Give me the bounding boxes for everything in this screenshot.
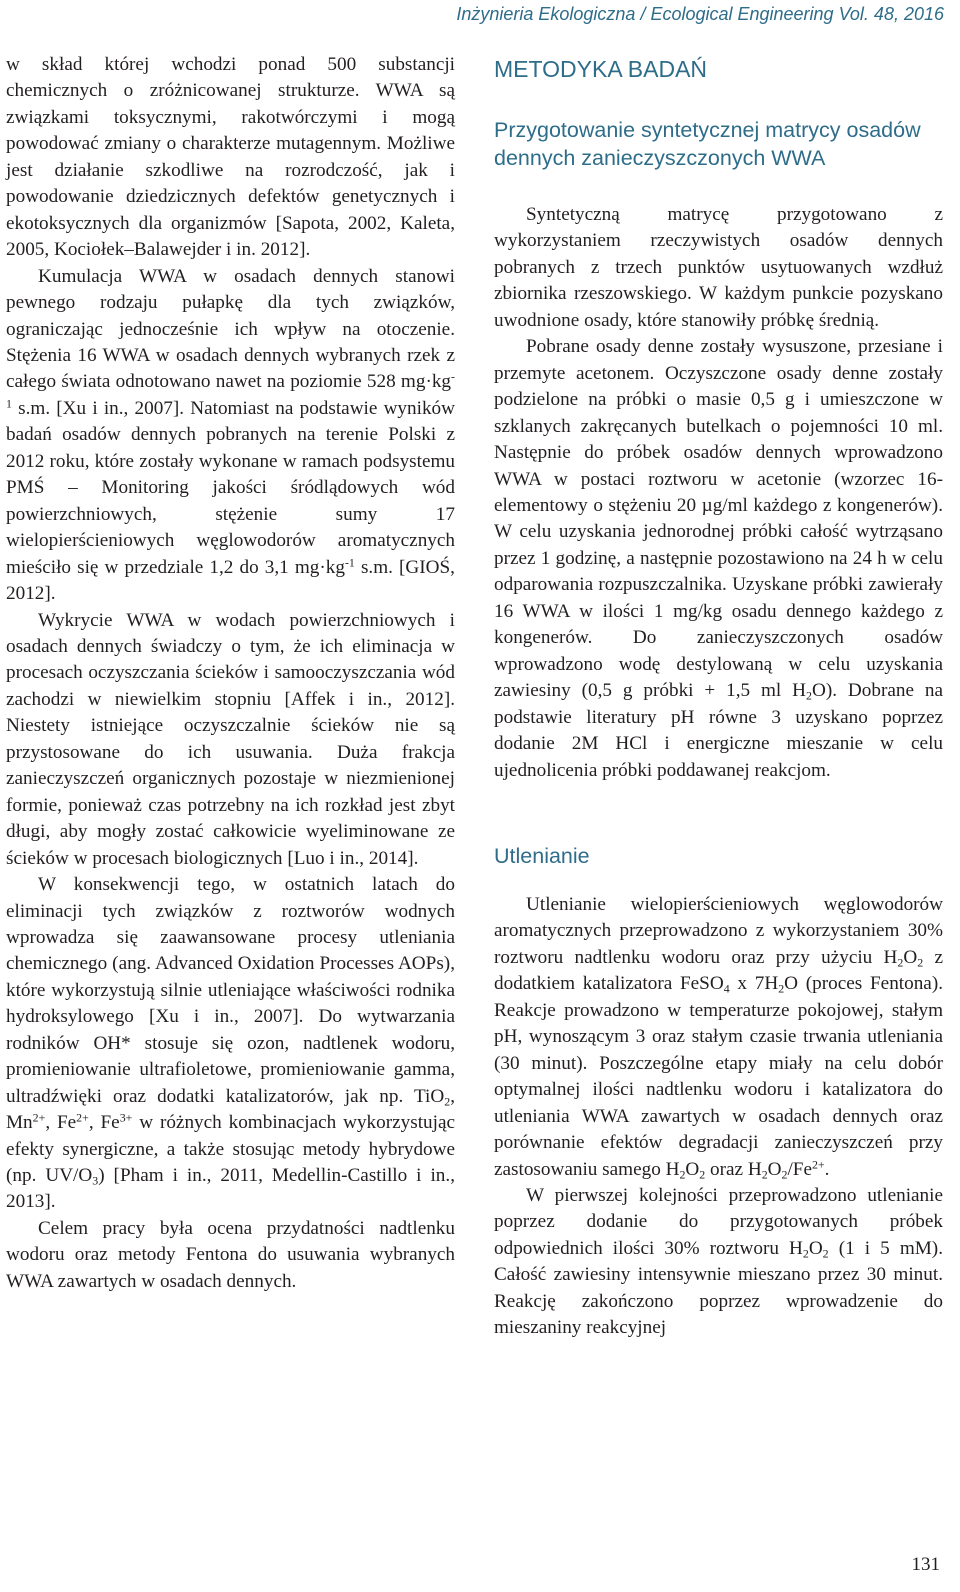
subsection-heading: Przygotowanie syntetycznej matrycy osadów dennych zanieczyszczonych WWA — [494, 118, 921, 170]
page-number: 131 — [911, 1554, 940, 1575]
paragraph: Syntetyczną matrycę przygotowano z wykorzystaniem rzeczywistych osadów dennych pobranych z trzech punktów usytuowanych wzdłuż zbiornika rzeszowskiego. W każdym punkcie pozyskano uwodnione osady, które stanowiły próbkę średnią. — [494, 204, 943, 331]
paragraph: Kumulacja WWA w osadach dennych stanowi pewnego rodzaju pułapkę dla tych związków, ograniczając jednocześnie ich wpływ na otoczenie. Stężenia 16 WWA w osadach dennych wybranych rzek z całego świata odnotowano nawet na poziomie 528 $mg\cdot kg^{-1}$ s.m. [Xu i in., 2007]. Natomiast na podstawie wyników badań osadów dennych pobranych na terenie Polski z 2012 roku, które zostały wykonane w ramach podsystemu PMŚ – Monitoring jakości śródlądowych wód powierzchniowych, stężenie sumy 17 wielopierścieniowych węglowodorów aromatycznych mieściło się w przedziale 1,2 do 3,1 $mg\cdot kg^{-1}$ s.m. [GIOŚ, 2012]. — [6, 265, 455, 605]
paragraph: W konsekwencji tego, w ostatnich latach do eliminacji tych związków z roztworów wodnych wprowadza się zaawansowane procesy utleniania chemicznego (ang. Advanced Oxidation Processes AOPs), które wykorzystują silnie utleniające właściwości rodnika hydroksylowego [Xu i in., 2007]. Do wytwarzania rodników OH* stosuje się ozon, nadtlenek wodoru, promieniowanie ultrafioletowe, promieniowanie gamma, ultradźwięki oraz dodatki katalizatorów, jak np. TiO$_2$, $Mn^{2+}$, $Fe^{2+}$, $Fe^{3+}$ w różnych kombinacjach wykorzystując efekty synergiczne, a także stosując metody hybrydowe (np. $UV/O_3$) [Pham i in., 2011, Medellin-Castillo i in., 2013]. — [6, 874, 456, 1213]
paragraph: Utlenianie wielopierścieniowych węglowodorów aromatycznych przeprowadzono z wykorzystaniem 30% roztworu nadtlenku wodoru oraz przy użyciu $H_2O_2$ z dodatkiem katalizatora FeSO$_4$ x $7H_2O$ (proces Fentona). Reakcje prowadzono w temperaturze pokojowej, stałym pH, wynoszącym 3 oraz stałym czasie trwania utleniania (30 minut). Poszczególne etapy miały na celu dobór optymalnej ilości nadtlenku wodoru i katalizatora do utleniania WWA zawartych w osadach dennych oraz porównanie efektów degradacji zanieczyszczeń przy zastosowaniu samego $H_2O_2$ oraz $H_2O_2/Fe^{2+}$. — [494, 893, 944, 1181]
paragraph: w skład której wchodzi ponad 500 substancji chemicznych o zróżnicowanej strukturze. WWA są związkami toksycznymi, rakotwórczymi i mogą powodować zmiany o charakterze mutagennym. Możliwe jest działanie szkodliwe na rozrodczość, jak i powodowanie dziedzicznych defektów genetycznych i ekotoksycznych dla organizmów [Sapota, 2002, Kaleta, 2005, Kociołek–Balawejder i in. 2012]. — [6, 54, 455, 261]
paragraph: Wykrycie WWA w wodach powierzchniowych i osadach dennych świadczy o tym, że ich eliminacja w procesach oczyszczania ścieków i samooczyszczania wód zachodzi w niewielkim stopniu [Affek i in., 2012]. Niestety istniejące oczyszczalnie ścieków nie są przystosowane do ich usuwania. Duża frakcja zanieczyszczeń organicznych pozostaje w niezmienionej formie, ponieważ czas potrzebny na ich rozkład jest zbyt długi, aby mogły zostać całkowicie wyeliminowane ze ścieków w procesach biologicznych [Luo i in., 2014]. — [6, 609, 455, 869]
running-header — [456, 0, 944, 30]
right-column — [494, 54, 943, 1342]
journal-volume: Vol. 48, 2016 — [838, 4, 944, 24]
paragraph: Pobrane osady denne zostały wysuszone, przesiane i przemyte acetonem. Oczyszczone osady denne zostały podzielone na próbki o masie 0,5 g i umieszczone w szklanych zakręcanych butelkach o pojemności 10 ml. Następnie do próbek osadów dennych wprowadzono WWA w postaci roztworu w acetonie (wzorzec 16-elementowy o stężeniu 20 µg/ml każdego z kongenerów). W celu uzyskania jednorodnej próbki całość wytrząsano przez 1 godzinę, a następnie pozostawiono na 24 h w celu odparowania rozpuszczalnika. Uzyskane próbki zawierały 16 WWA w ilości 1 mg/kg osadu dennego każdego z kongenerów. Do zanieczyszczonych osadów wprowadzono wodę destylowaną w celu uzyskania zawiesiny (0,5 g próbki + 1,5 ml $H_2O$). Dobrane na podstawie literatury pH równe 3 uzyskano poprzez dodanie 2M HCl i energiczne mieszanie w celu ujednolicenia próbki poddawanej reakcjom. — [494, 336, 944, 781]
left-column — [6, 52, 455, 1295]
paragraph: Celem pracy była ocena przydatności nadtlenku wodoru oraz metody Fentona do usuwania wybranych WWA zawartych w osadach dennych. — [6, 1217, 455, 1292]
section-heading: METODYKA BADAŃ — [494, 56, 708, 82]
paragraph: W pierwszej kolejności przeprowadzono utlenianie poprzez dodanie do przygotowanych próbek odpowiednich ilości 30% roztworu $H_2O_2$ (1 i 5 mM). Całość zawiesiny intensywnie mieszano przez 30 minut. Reakcję zakończono poprzez wprowadzenie do mieszaniny reakcyjnej — [494, 1184, 943, 1339]
subsection-heading: Utlenianie — [494, 843, 590, 868]
journal-title: Inżynieria Ekologiczna / Ecological Engineering — [456, 4, 834, 24]
